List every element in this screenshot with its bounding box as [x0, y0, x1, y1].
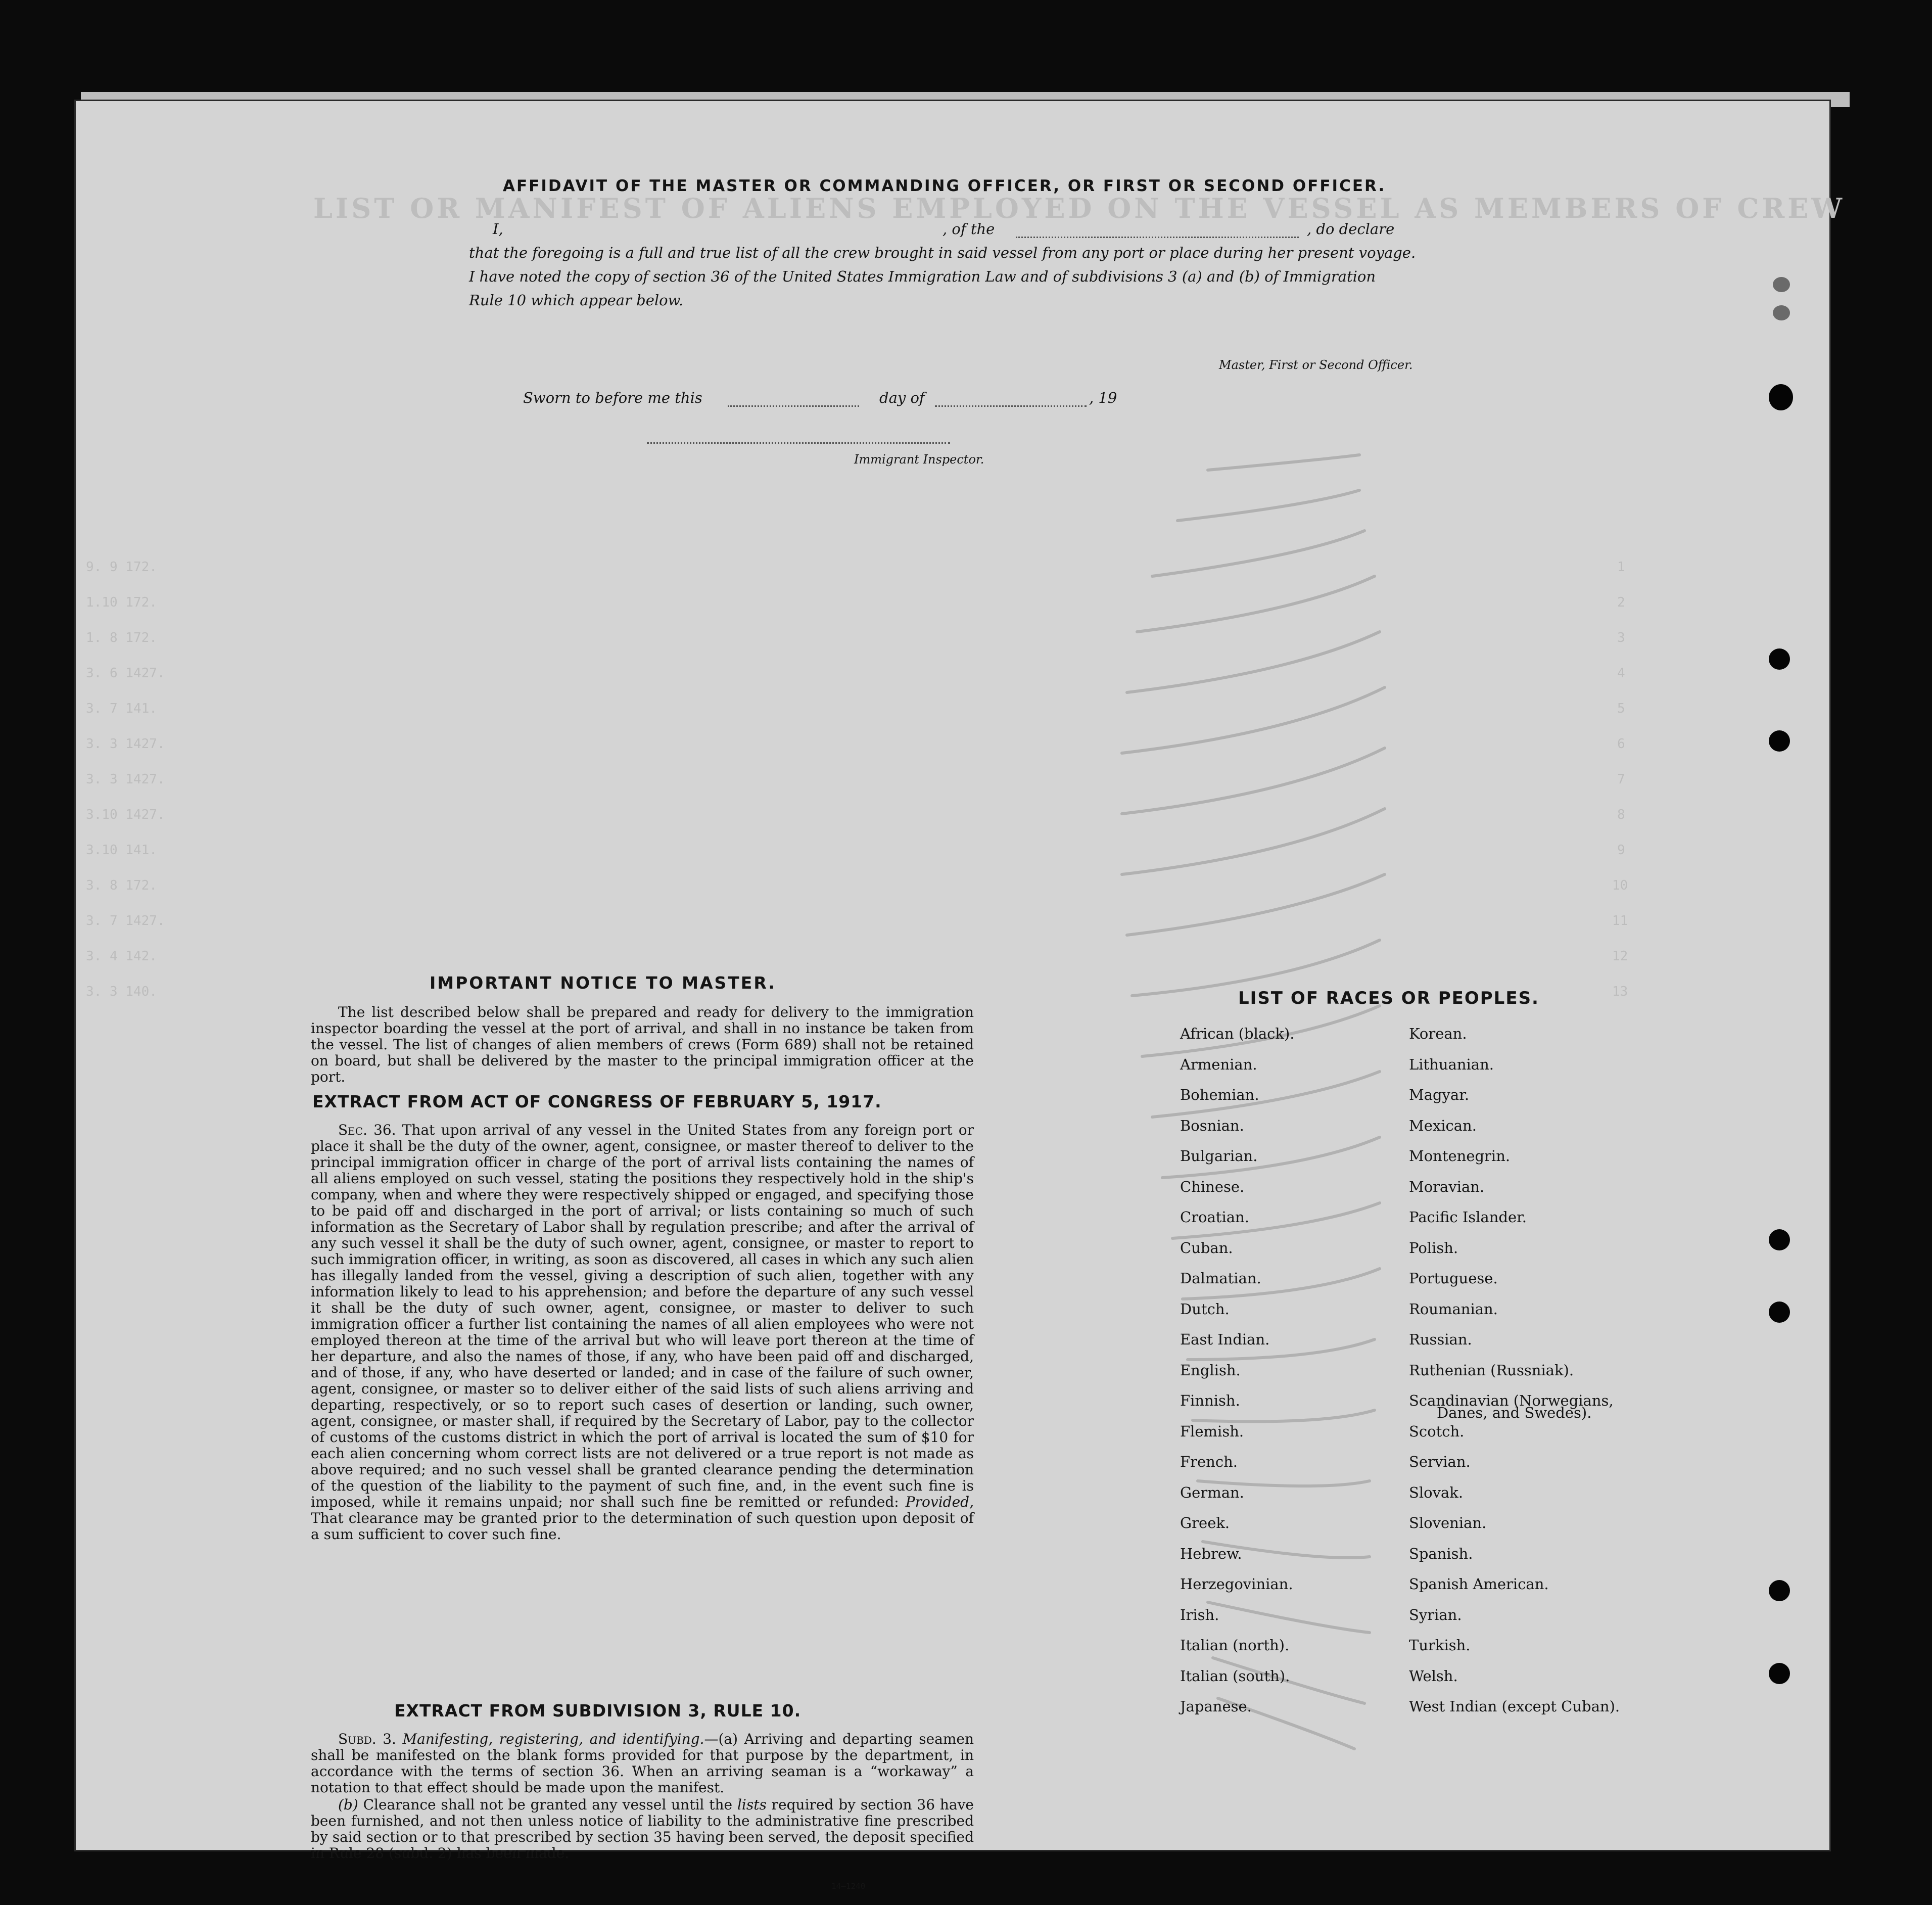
race-item: Slovak.	[1409, 1483, 1464, 1501]
rule-part-a-text: Arriving and departing seamen shall be manifested on the blank forms provided for that purpose by the department, in accordance with the terms of section 36. When an arriving seaman is a “workaway” a notation to that effect should be made upon the manifest.	[311, 1731, 974, 1796]
svg-text:7: 7	[1617, 772, 1625, 787]
race-item: Roumanian.	[1409, 1300, 1498, 1318]
race-item: Lithuanian.	[1409, 1055, 1494, 1073]
races-title: LIST OF RACES OR PEOPLES.	[1238, 988, 1539, 1008]
svg-text:8: 8	[1617, 807, 1625, 822]
race-item: Mexican.	[1409, 1117, 1477, 1134]
binder-hole	[1769, 384, 1793, 410]
svg-text:12: 12	[1612, 949, 1628, 964]
binder-hole	[1769, 1663, 1790, 1684]
binder-hole	[1769, 1580, 1790, 1601]
inspector-signature-blank	[647, 442, 950, 444]
race-item: Bulgarian.	[1180, 1147, 1258, 1165]
rule-part-a-label: —(a)	[704, 1731, 738, 1747]
rule-part-b-text-1: Clearance shall not be granted any vessel until the	[363, 1796, 733, 1813]
race-item: Russian.	[1409, 1331, 1472, 1348]
race-item: Montenegrin.	[1409, 1147, 1511, 1165]
act-extract-title: EXTRACT FROM ACT OF CONGRESS OF FEBRUARY 5, 1917.	[312, 1092, 882, 1111]
binder-hole	[1773, 277, 1790, 292]
race-item: Turkish.	[1409, 1637, 1471, 1654]
race-item: Moravian.	[1409, 1178, 1485, 1195]
svg-text:5: 5	[1617, 701, 1625, 716]
sworn-label: Sworn to before me this	[523, 389, 702, 406]
act-proviso-text: That clearance may be granted prior to the determination of such question upon deposit of a sum sufficient to cover such fine.	[311, 1510, 974, 1543]
race-item: Irish.	[1180, 1606, 1219, 1623]
race-item: Spanish American.	[1409, 1575, 1549, 1593]
sworn-day-blank	[728, 405, 859, 407]
race-item: African (black).	[1180, 1025, 1295, 1042]
affidavit-line-2: I have noted the copy of section 36 of the United States Immigration Law and of subdivisions 3 (a) and (b) of Immigration	[469, 268, 1376, 285]
race-item: English.	[1180, 1361, 1241, 1379]
race-item: German.	[1180, 1483, 1244, 1501]
svg-text:3. 8 172.: 3. 8 172.	[86, 878, 157, 893]
race-item: Herzegovinian.	[1180, 1575, 1293, 1593]
svg-text:3. 3 140.: 3. 3 140.	[86, 984, 157, 999]
race-item: Italian (north).	[1180, 1637, 1290, 1654]
form-number: 14—1240	[831, 1881, 866, 1891]
affidavit-i-label: I,	[493, 220, 503, 238]
rule-part-b-label: (b)	[338, 1796, 358, 1813]
year-label: , 19	[1089, 389, 1117, 406]
svg-text:3. 3 1427.: 3. 3 1427.	[86, 772, 165, 787]
notice-title: IMPORTANT NOTICE TO MASTER.	[430, 973, 776, 993]
race-item: Croatian.	[1180, 1209, 1249, 1226]
svg-text:11: 11	[1612, 913, 1628, 928]
svg-text:3: 3	[1617, 630, 1625, 645]
svg-text:1: 1	[1617, 560, 1625, 575]
affidavit-vessel-blank	[1016, 237, 1299, 238]
binder-hole	[1769, 648, 1790, 670]
binder-hole	[1769, 1302, 1790, 1323]
svg-text:9: 9	[1617, 843, 1625, 858]
svg-text:13: 13	[1612, 984, 1628, 999]
rule-subd-label: Subd. 3.	[338, 1731, 396, 1747]
svg-text:3.10 1427.: 3.10 1427.	[86, 807, 165, 822]
races-right-column	[1409, 1018, 1620, 1722]
race-item: Polish.	[1409, 1239, 1458, 1257]
affidavit-line-3: Rule 10 which appear below.	[469, 292, 684, 309]
race-item: East Indian.	[1180, 1331, 1270, 1348]
affidavit-line-1: that the foregoing is a full and true list of all the crew brought in said vessel from any port or place during her present voyage.	[469, 244, 1416, 261]
svg-text:3. 7 1427.: 3. 7 1427.	[86, 913, 165, 928]
race-item: Servian.	[1409, 1453, 1471, 1470]
notice-text: The list described below shall be prepared and ready for delivery to the immigration inspector boarding the vessel at the port of arrival, and shall in no instance be taken from the vessel. The list of changes of alien members of crews (Form 689) shall not be retained on board, but shall be delivered by the master to the principal immigration officer at the port.	[311, 1004, 974, 1085]
affidavit-declare-label: , do declare	[1307, 220, 1395, 238]
race-item: Dalmatian.	[1180, 1270, 1261, 1287]
race-item: Pacific Islander.	[1409, 1209, 1527, 1226]
svg-text:3. 6 1427.: 3. 6 1427.	[86, 666, 165, 681]
race-item: Finnish.	[1180, 1392, 1240, 1409]
act-section-label: Sec. 36.	[338, 1122, 396, 1138]
race-item: Japanese.	[1180, 1698, 1252, 1715]
race-item: Cuban.	[1180, 1239, 1233, 1257]
race-item: Welsh.	[1409, 1667, 1458, 1685]
rule-part-b	[311, 1797, 974, 1862]
race-item: Korean.	[1409, 1025, 1467, 1042]
affidavit-of-the-label: , of the	[943, 220, 995, 238]
race-item: Flemish.	[1180, 1422, 1244, 1440]
inspector-caption: Immigrant Inspector.	[854, 452, 984, 467]
races-left-column	[1180, 1018, 1295, 1722]
sworn-month-blank	[935, 405, 1087, 407]
svg-text:2: 2	[1617, 595, 1625, 610]
race-item: Hebrew.	[1180, 1545, 1242, 1562]
act-section-text: That upon arrival of any vessel in the United States from any foreign port or place it shall be the duty of the owner, agent, consignee, or master thereof to deliver to the principal immigration officer in charge of the port of arrival lists containing the names of all aliens employed on such vessel, stating the positions they respectively hold in the ship's company, when and where they were respectively shipped or engaged, and specifying those to be paid off and discharged in the port of arrival; or lists containing so much of such information as the Secretary of Labor shall by regulation prescribe; and after the arrival of any such vessel it shall be the duty of such owner, agent, consignee, or master to report to such immigration officer, in writing, as soon as discovered, all cases in which any such alien has illegally landed from the vessel, giving a description of such alien, together with any information likely to lead to his apprehension; and before the departure of any such vessel it shall be the duty of such owner, agent, consignee, or master to deliver to such immigration officer a further list containing the names of all alien employees who were not employed thereon at the time of the arrival but who will leave port thereon at the time of her departure, and also the names of those, if any, who have been paid off and discharged, and of those, if any, who have deserted or landed; and in case of the failure of such owner, agent, consignee, or master so to deliver either of the said lists of such aliens arriving and departing, respectively, or so to report such cases of desertion or landing, such owner, agent, consignee, or master shall, if required by the Secretary of Labor, pay to the collector of customs of the customs district in which the port of arrival is located the sum of $10 for each alien concerning whom correct lists are not delivered or a true report is not made as above required; and no such vessel shall be granted clearance pending the determination of the question of the liability to the payment of such fine, and, in the event such fine is imposed, while it remains unpaid; nor shall such fine be remitted or refunded:	[311, 1122, 974, 1510]
race-item: Magyar.	[1409, 1086, 1470, 1103]
race-item: Bohemian.	[1180, 1086, 1259, 1103]
rule-part-b-text-2: required by section 36 have been furnished, and not then unless notice of liability to the administrative fine prescribed by said section or to that prescribed by section 35 having been served, the deposit specified in Rule 28 (subd. 2) has been made.	[311, 1796, 974, 1862]
rule-subd-heading: Manifesting, registering, and identifying.	[402, 1731, 704, 1747]
race-item: Slovenian.	[1409, 1514, 1487, 1531]
binder-hole	[1769, 1229, 1790, 1250]
rule-extract-title: EXTRACT FROM SUBDIVISION 3, RULE 10.	[394, 1701, 802, 1721]
race-item: Ruthenian (Russniak).	[1409, 1361, 1574, 1379]
race-item: Italian (south).	[1180, 1667, 1290, 1685]
svg-text:4: 4	[1617, 666, 1625, 681]
race-item: Greek.	[1180, 1514, 1230, 1531]
rule-part-a	[311, 1731, 974, 1796]
race-item: Portuguese.	[1409, 1270, 1498, 1287]
svg-text:3. 7 141.: 3. 7 141.	[86, 701, 157, 716]
race-item: Armenian.	[1180, 1055, 1257, 1073]
act-proviso-label: Provided,	[905, 1494, 974, 1510]
svg-text:10: 10	[1612, 878, 1628, 893]
svg-text:3. 4 142.: 3. 4 142.	[86, 949, 157, 964]
rule-part-b-lists: lists	[737, 1796, 767, 1813]
binder-hole	[1769, 730, 1790, 752]
race-item: Syrian.	[1409, 1606, 1462, 1623]
day-of-label: day of	[879, 389, 925, 406]
race-item: West Indian (except Cuban).	[1409, 1698, 1620, 1715]
bleed-through-heading: LIST OR MANIFEST OF ALIENS EMPLOYED ON THE VESSEL AS MEMBERS OF CREW	[313, 192, 1846, 224]
svg-text:1.10 172.: 1.10 172.	[86, 595, 157, 610]
race-item: Dutch.	[1180, 1300, 1230, 1318]
svg-text:1. 8 172.: 1. 8 172.	[86, 630, 157, 645]
races-scandinavian-continued: Danes, and Swedes).	[1437, 1404, 1592, 1421]
race-item: Scandinavian (Norwegians,	[1409, 1392, 1614, 1409]
svg-text:9. 9 172.: 9. 9 172.	[86, 560, 157, 575]
race-item: Bosnian.	[1180, 1117, 1244, 1134]
race-item: Scotch.	[1409, 1422, 1465, 1440]
document-page	[76, 101, 1846, 1891]
race-item: Chinese.	[1180, 1178, 1245, 1195]
svg-text:3. 3 1427.: 3. 3 1427.	[86, 736, 165, 752]
binder-hole	[1773, 305, 1790, 320]
svg-text:3.10 141.: 3.10 141.	[86, 843, 157, 858]
race-item: French.	[1180, 1453, 1238, 1470]
act-extract-body	[311, 1122, 974, 1543]
signature-caption: Master, First or Second Officer.	[1219, 358, 1413, 372]
affidavit-title: AFFIDAVIT OF THE MASTER OR COMMANDING OFFICER, OR FIRST OR SECOND OFFICER.	[503, 177, 1386, 195]
race-item: Spanish.	[1409, 1545, 1473, 1562]
svg-text:6: 6	[1617, 736, 1625, 752]
